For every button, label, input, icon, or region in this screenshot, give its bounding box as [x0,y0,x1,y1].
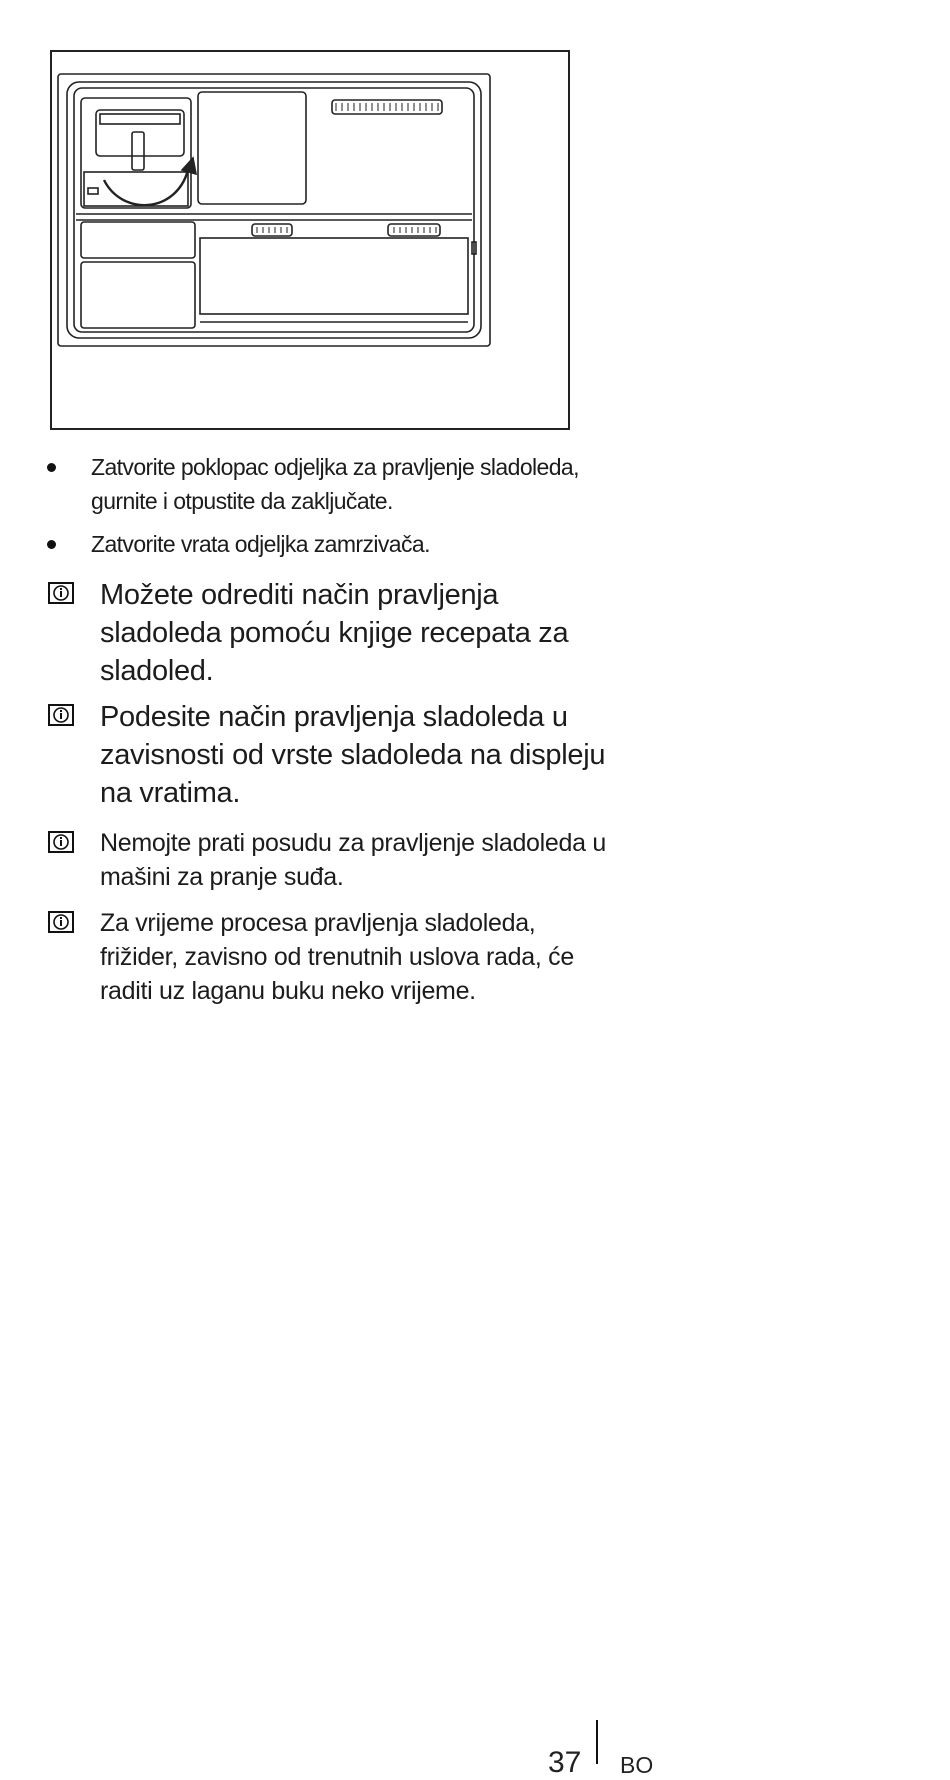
bullet-text: Zatvorite vrata odjeljka zamrzivača. [91,531,430,557]
info-note [48,576,608,690]
freezer-illustration [50,50,570,430]
list-item [44,527,604,561]
language-code: BO [620,1752,654,1778]
info-icon [48,831,74,853]
note-text: Za vrijeme procesa pravljenja sladoleda, frižider, zavisno od trenutnih uslova rada, će raditi uz laganu buku neko vrijeme. [100,909,574,1005]
info-icon [48,704,74,726]
bullet-text: Zatvorite poklopac odjeljka za pravljenje sladoleda, gurnite i otpustite da zaključate. [91,454,579,514]
bullet-icon [47,463,56,472]
freezer-drawing [52,52,568,428]
info-icon [48,582,74,604]
note-text: Podesite način pravljenja sladoleda u zavisnosti od vrste sladoleda na displeju na vratima. [100,701,606,809]
info-note [48,698,608,812]
bullet-icon [47,540,56,549]
list-item [44,450,604,518]
info-icon [48,911,74,933]
note-text: Nemojte prati posudu za pravljenje sladoleda u mašini za pranje suđa. [100,829,606,891]
note-text: Možete odrediti način pravljenja sladoleda pomoću knjige recepata za sladoled. [100,579,569,687]
footer-divider [596,1720,598,1764]
info-note [48,906,608,1008]
page-number: 37 [548,1746,582,1779]
info-note [48,826,608,894]
instruction-list [44,450,604,570]
